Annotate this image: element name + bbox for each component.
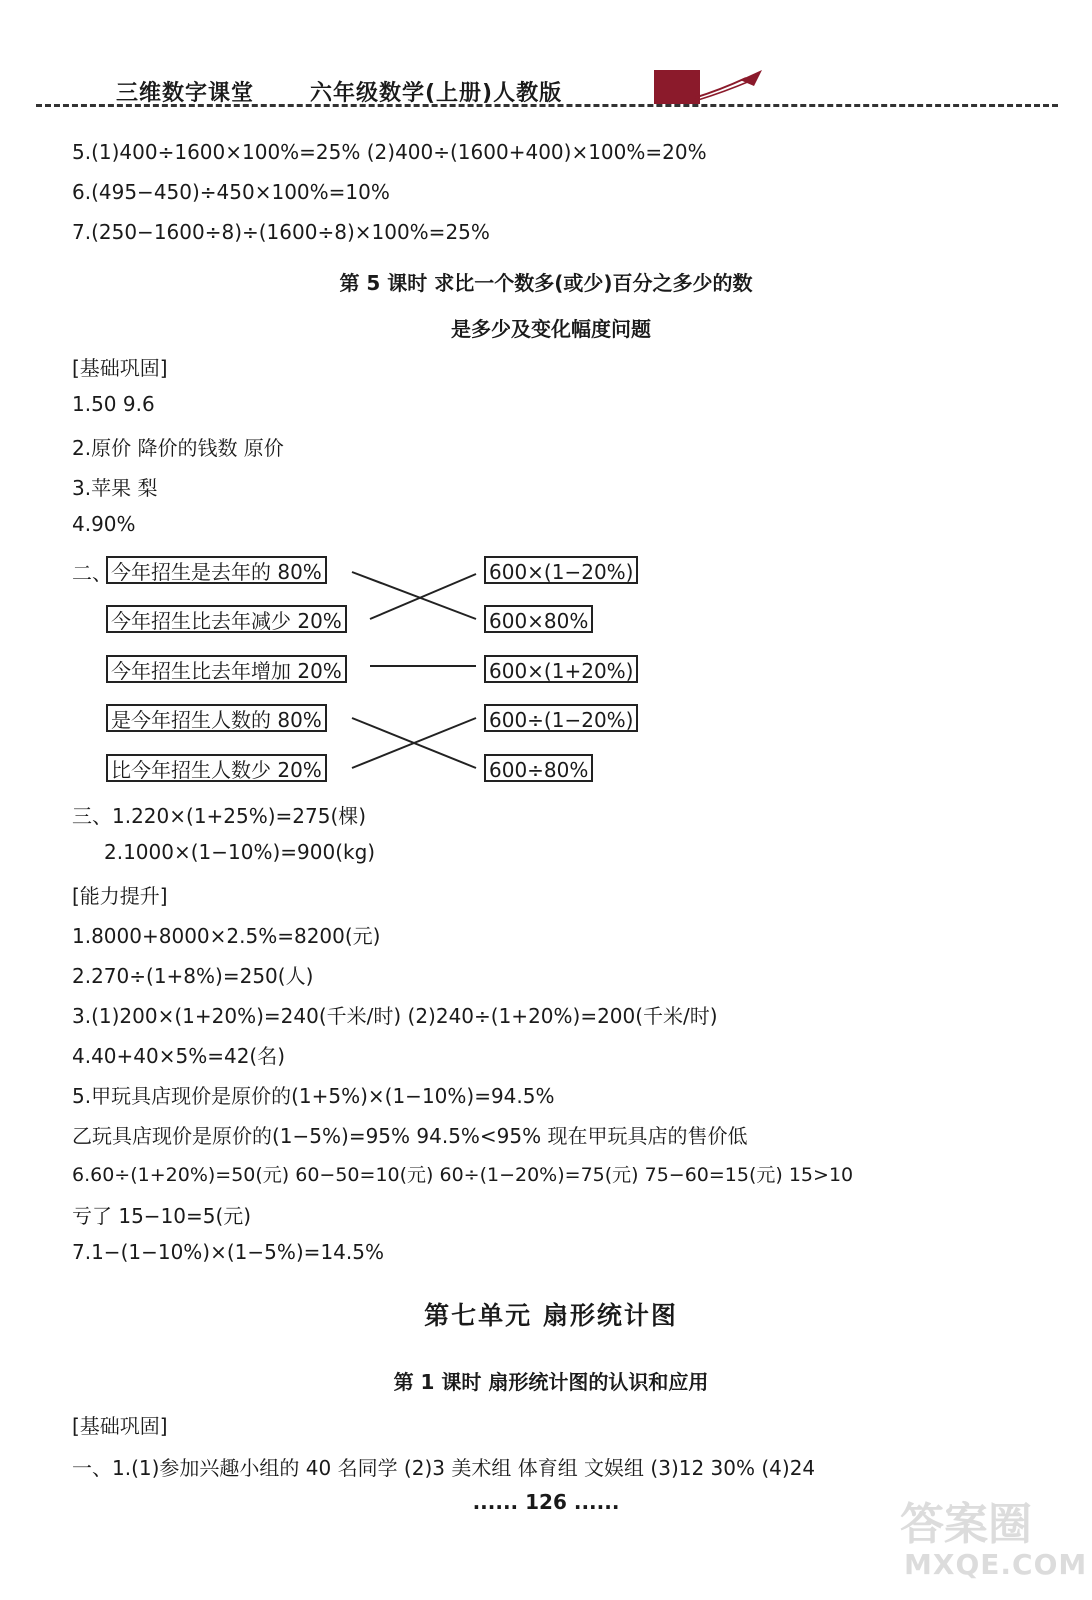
matching-right-box: 600÷(1−20%) [484,704,638,732]
match-line [352,572,476,619]
matching-right-box: 600÷80% [484,754,593,782]
header-book-series: 三维数字课堂 [116,81,255,106]
matching-left-box: 是今年招生人数的 80% [106,704,327,732]
answer-line: 一、1.(1)参加兴趣小组的 40 名同学 (2)3 美术组 体育组 文娱组 (3)12 30% (4)24 [72,1456,816,1480]
section-tag-advanced: [能力提升] [72,884,168,908]
matching-prefix: 二、 [72,561,112,585]
matching-right-box: 600×80% [484,605,593,633]
lesson-title: 第 1 课时 扇形统计图的认识和应用 [393,1370,709,1394]
matching-left-box: 比今年招生人数少 20% [106,754,327,782]
page-number-dots: ...... [472,1490,519,1514]
lesson-title: 第 5 课时 求比一个数多(或少)百分之多少的数 [339,271,753,295]
answer-line: 1.50 9.6 [72,392,155,416]
answer-line: 3.苹果 梨 [72,476,158,500]
matching-left-box: 今年招生比去年减少 20% [106,605,347,633]
answer-line: 2.1000×(1−10%)=900(kg) [104,840,376,864]
page-number-value: 126 [525,1490,567,1514]
watermark-url: MXQE.COM [904,1548,1088,1581]
answer-line: 亏了 15−10=5(元) [72,1204,252,1228]
header-book-title: 六年级数学(上册)人教版 [310,81,563,106]
answer-line: 4.90% [72,512,136,536]
answer-line: 1.8000+8000×2.5%=8200(元) [72,924,381,948]
answer-line: 3.(1)200×(1+20%)=240(千米/时) (2)240÷(1+20%)=200(千米/时) [72,1004,718,1028]
answer-line: 2.270÷(1+8%)=250(人) [72,964,314,988]
answer-line: 2.原价 降价的钱数 原价 [72,436,284,460]
answer-line: 5.甲玩具店现价是原价的(1+5%)×(1−10%)=94.5% [72,1084,555,1108]
matching-left-box: 今年招生是去年的 80% [106,556,327,584]
answer-line: 7.(250−1600÷8)÷(1600÷8)×100%=25% [72,220,490,244]
lesson-title-line2: 是多少及变化幅度问题 [451,317,651,341]
answer-line: 乙玩具店现价是原价的(1−5%)=95% 94.5%<95% 现在甲玩具店的售价低 [72,1124,748,1148]
matching-left-box: 今年招生比去年增加 20% [106,655,347,683]
answer-line: 5.(1)400÷1600×100%=25% (2)400÷(1600+400)×100%=20% [72,140,707,164]
answer-line: 7.1−(1−10%)×(1−5%)=14.5% [72,1240,384,1264]
section-tag-basic: [基础巩固] [72,1414,168,1438]
answer-line: 6.(495−450)÷450×100%=10% [72,180,390,204]
matching-right-box: 600×(1+20%) [484,655,638,683]
answer-line: 6.60÷(1+20%)=50(元) 60−50=10(元) 60÷(1−20%)=75(元) 75−60=15(元) 15>10 [72,1164,854,1186]
matching-right-box: 600×(1−20%) [484,556,638,584]
answer-line: 三、1.220×(1+25%)=275(棵) [72,804,367,828]
answer-line: 4.40+40×5%=42(名) [72,1044,286,1068]
unit-title: 第七单元 扇形统计图 [424,1301,678,1330]
page-number-dots: ...... [573,1490,620,1514]
watermark-logo: 答案圈 [900,1499,1032,1550]
section-tag-basic: [基础巩固] [72,356,168,380]
